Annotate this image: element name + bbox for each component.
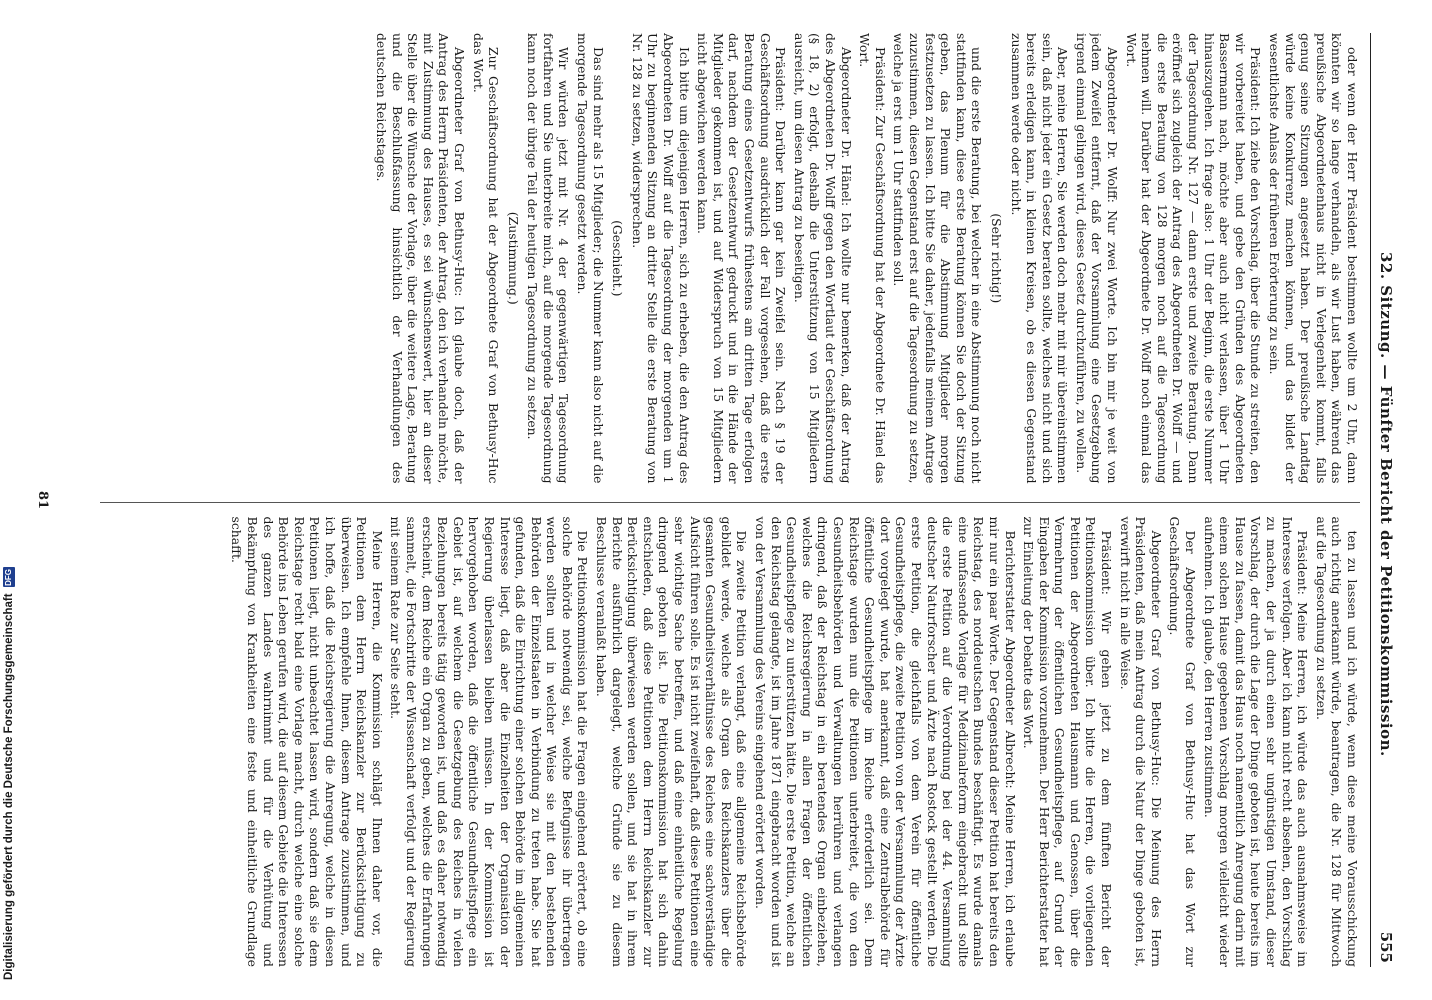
- paragraph: Abgeordneter Dr. Hänel: Ich wollte nur bemerken, daß der Antrag des Abgeordneten Dr. Wolff gegen den Wortlaut der Geschäftsordnung (§ 18, 2) erfolgt, deshalb die Unterstützung von 15 Mitgliedern ausreicht, um diesen Antrag zu beseitigen.: [791, 33, 854, 484]
- paragraph: Berichterstatter Abgeordneter Albrecht: Meine Herren, ich erlaube mir nur ein paar Worte. Der Gegenstand dieser Petition hat bereits den Reichstag, des norddeutschen Bundes beschäftigt. Es wurde damals eine umfassende Vorlage für Medizinalreform eingebracht und sollte die erste Petition auf die Verordnung bei der 44. Versammlung deutscher Naturforscher und Ärzte nach Rostock gestellt werden. Die erste Petition, die gleichfalls von dem Verein für öffentliche Gesundheitspflege, die zweite Petition von der Versammlung der Ärzte dort vorgelegt wurde, hat anerkannt, daß eine Zentralbehörde für öffentliche Gesundheitspflege im Reiche erforderlich sei. Dem Reichstage wurden nun die Petitionen unterbreitet, die von den Gesundheitsbehörden und Verwaltungen herrühren und verlangen dringend, daß der Reichstag in ein beratendes Organ einbeziehen, welches die Reichsregierung in allen Fragen der öffentlichen Gesundheitspflege zu unterstützen hätte. Die erste Petition, welche an den Reichstag gelangte, ist im Jahre 1871 eingebracht worden und ist von der Versammlung des Vereins eingehend erörtert worden.: [753, 516, 1018, 967]
- paragraph: Präsident: Ich ziehe den Vorschlag, über die Stunde zu streiten, den wir vorbereitet haben, und gebe den Gründen des Abgeordneten Bassermann nach, möchte aber auch nicht verlassen, über 1 Uhr hinauszugehen. Ich frage also: 1 Uhr der Beginn, die erste Nummer der Tagesordnung Nr. 127 — dann erste und zweite Beratung. Dann eröffnet sich zugleich der Antrag des Abgeordneten Dr. Wolff — und die erste Beratung von 128 morgen noch auf die Tagesordnung nehmen will. Darüber hat der Abgeordnete Dr. Wolff noch einmal das Wort.: [1123, 33, 1264, 484]
- paragraph: oder wenn der Herr Präsident bestimmen wollte um 2 Uhr, dann könnten wir so lange verhandeln, als wir Lust haben, während das preußische Abgeordnetenhaus nicht in Verlegenheit kommt, falls genug seine Sitzungen angesetzt haben. Der preußische Landtag würde keine Konkurrenz machen können, und das bildet der wesentlichste Anlass der früheren Erörterung zu sein.: [1267, 33, 1360, 484]
- paragraph: Zur Geschäftsordnung hat der Abgeordnete Graf von Bethusy-Huc das Wort.: [470, 33, 502, 484]
- page-header: [1370, 33, 1397, 967]
- paragraph: (Sehr richtig!): [988, 213, 1004, 304]
- digitization-credit: [0, 0, 18, 980]
- paragraph: Abgeordneter Graf von Bethusy-Huc: Die Meinung des Herrn Präsidenten, daß mein Antrag durch die Natur der Dinge geboten ist, verwirft nicht in alle Weise.: [1117, 516, 1164, 967]
- paragraph: Wir würden jetzt mit Nr. 4 der gegenwärtigen Tagesordnung fortfahren und Sie unterbreite mich, auf die morgende Tagesordnung kann noch der übrige Teil der heutigen Tagesordnung zu setzen.: [525, 33, 572, 484]
- paragraph: (Geschieht.): [610, 220, 626, 297]
- paragraph: Präsident: Meine Herren, ich würde das auch ausnahmsweise im Interesse verfolgen. Aber ich kann nicht recht absehen, den Vorschlag zu machen, der ja durch einen sehr ungünstigen Umstand, dieser Vorschlag, der durch die Lage der Dinge geboten ist, heute bereits im Hause zu fassen, damit das Haus noch namentlich Anregung darin mit einem solchen Hause gegebenen Vorschlag morgen vielleicht wieder aufnehmen. Ich glaube, den Herren zustimmen.: [1201, 516, 1311, 967]
- paragraph: ten zu lassen und ich würde, wenn diese meine Vorausschickung auch richtig anerkannt würde, beantragen, die Nr. 128 für Mittwoch auf die Tagesordnung zu setzen.: [1313, 516, 1360, 967]
- paragraph: Die Petitionskommission hat die Fragen eingehend erörtert, ob eine solche Behörde notwendig sei, welche Befugnisse ihr übertragen werden sollten und in welcher Weise sie mit den bestehenden Behörden der Einzelstaaten in Verbindung zu treten habe. Sie hat gefunden, daß die Einrichtung einer solchen Behörde im allgemeinen Interesse liegt, daß aber die Einzelheiten der Organisation der Regierung überlassen bleiben müssen. In der Kommission ist hervorgehoben worden, daß die öffentliche Gesundheitspflege ein Gebiet ist, auf welchem die Gesetzgebung des Reiches in vielen Beziehungen bereits tätig geworden ist, und daß es daher notwendig erscheint, dem Reiche ein Organ zu geben, welches die Erfahrungen sammelt, die Fortschritte der Wissenschaft verfolgt und der Regierung mit seinem Rate zur Seite steht.: [388, 516, 591, 967]
- right-column: [100, 502, 1360, 968]
- paragraph: Abgeordneter Graf von Bethusy-Huc: Ich glaube doch, daß der Antrag des Herrn Präsidenten, der Antrag, den ich verhandeln möchte, mit Zustimmung des Hauses, es sei wünschenswert, hier an dieser Stelle über die Wünsche der Vorlage, über die weitere Lage, Beratung und die Beschlußfassung hinsichtlich der Verhandlungen des deutschen Reichstages.: [373, 33, 467, 484]
- paragraph: Abgeordneter Dr. Wolff: Nur zwei Worte. Ich bin mir je weit von jedem Zweifel entfernt, daß der Vorsammlung eine Gesetzgebung irgend einmal gelingen wird, dieses Gesetz durchzuführen, zu wollen.: [1073, 33, 1121, 484]
- paragraph: Der Abgeordnete Graf von Bethusy-Huc hat das Wort zur Geschäftsordnung.: [1167, 516, 1199, 967]
- digitization-sidebar: [0, 0, 18, 1000]
- paragraph: Präsident: Zur Geschäftsordnung hat der Abgeordnete Dr. Hänel das Wort.: [857, 33, 888, 484]
- paragraph: Präsident: Wir gehen jetzt zu dem fünften Bericht der Petitionskommission über. Ich bitte die Herren, die vorliegenden Petitionen der Abgeordneten Hausmann und Genossen, über die Vermehrung der öffentlichen Gesundheitspflege, auf Grund der Eingaben der Kommission vorzunehmen. Der Herr Berichterstatter hat zur Einleitung der Debatte das Wort.: [1021, 516, 1115, 967]
- paragraph: Präsident: Darüber kann gar kein Zweifel sein. Nach § 19 der Geschäftsordnung ausdrücklich der Fall vorgesehen, daß die erste Beratung eines Gesetzentwurfs frühestens am dritten Tage erfolgen darf, nachdem der Gesetzentwurf gedruckt und in die Hände der Mitglieder gekommen ist, und auf Widerspruch von 15 Mitgliedern nicht abgewichen werden kann.: [695, 33, 789, 484]
- credit-text: Digitalisierung gefördert durch die Deutsche Forschungsgemeinschaft: [3, 593, 15, 980]
- page-number: 555: [1377, 931, 1395, 963]
- page-content: [25, 15, 1405, 985]
- text-columns: [100, 33, 1360, 967]
- paragraph: (Zustimmung.): [505, 211, 521, 305]
- paragraph: Das sind mehr als 15 Mitglieder; die Nummer kann also nicht auf die morgende Tagesordnung gesetzt werden.: [575, 33, 606, 484]
- scanned-page: [25, 15, 1405, 985]
- paragraph: Die zweite Petition verlangt, daß eine allgemeine Reichsbehörde gebildet werde, welche als Organ des Reichskanzlers über die gesamten Gesundheitsverhältnisse des Reiches eine sachverständige Aufsicht führen solle. Es ist nicht zweifelhaft, daß diese Petitionen eine sehr wichtige Sache betreffen, und daß eine einheitliche Regelung dringend geboten ist. Die Petitionskommission hat sich dahin entschieden, daß diese Petitionen dem Herrn Reichskanzler zur Berücksichtigung überwiesen werden sollen, und sie hat in ihrem Berichte ausführlich dargelegt, welche Gründe sie zu diesem Beschlusse veranlaßt haben.: [594, 516, 750, 967]
- paragraph: und die erste Beratung, bei welcher in eine Abstimmung noch nicht stattfinden kann, diese erste Beratung können Sie doch der Sitzung geben, das Plenum für die Abstimmung Mitglieder morgen festzusetzen zu lassen. Ich bitte Sie daher, jedenfalls meinem Antrage zuzustimmen, diesen Gegenstand erst auf die Tagesordnung zu setzen, welche ja erst um 1 Uhr stattfinden soll.: [891, 33, 985, 484]
- paragraph: Meine Herren, die Kommission schlägt Ihnen daher vor, die Petitionen dem Herrn Reichskanzler zur Berücksichtigung zu überweisen. Ich empfehle Ihnen, diesem Antrage zuzustimmen, und ich hoffe, daß die Reichsregierung die Anregung, welche in diesen Petitionen liegt, nicht unbeachtet lassen wird, sondern daß sie dem Reichstage recht bald eine Vorlage macht, durch welche eine solche Behörde ins Leben gerufen wird, die auf diesem Gebiete die Interessen des ganzen Landes wahrnimmt und für die Verhütung und Bekämpfung von Krankheiten eine feste und einheitliche Grundlage schafft.: [229, 516, 385, 967]
- left-column: [100, 33, 1360, 484]
- paragraph: Aber, meine Herren, Sie werden doch mehr mit mir übereinstimmen sein, daß nicht jeder ein Gesetz beraten sollte, welches nicht und sich bereits erledigen kann, in kleinen Kreisen, ob es diesen Gegenstand zusammen werde oder nicht.: [1008, 33, 1071, 484]
- dfg-logo: DFG: [4, 568, 13, 586]
- signature-mark: 81: [35, 490, 50, 510]
- paragraph: Ich bitte um diejenigen Herren, sich zu erheben, die den Antrag des Abgeordneten Dr. Wolff auf die Tagesordnung der morgenden um 1 Uhr zu beginnenden Sitzung an dritter Stelle die erste Beratung von Nr. 128 zu setzen, widersprechen.: [629, 33, 692, 484]
- running-title: 32. Sitzung. — Fünfter Bericht der Petitionskommission.: [1377, 251, 1395, 757]
